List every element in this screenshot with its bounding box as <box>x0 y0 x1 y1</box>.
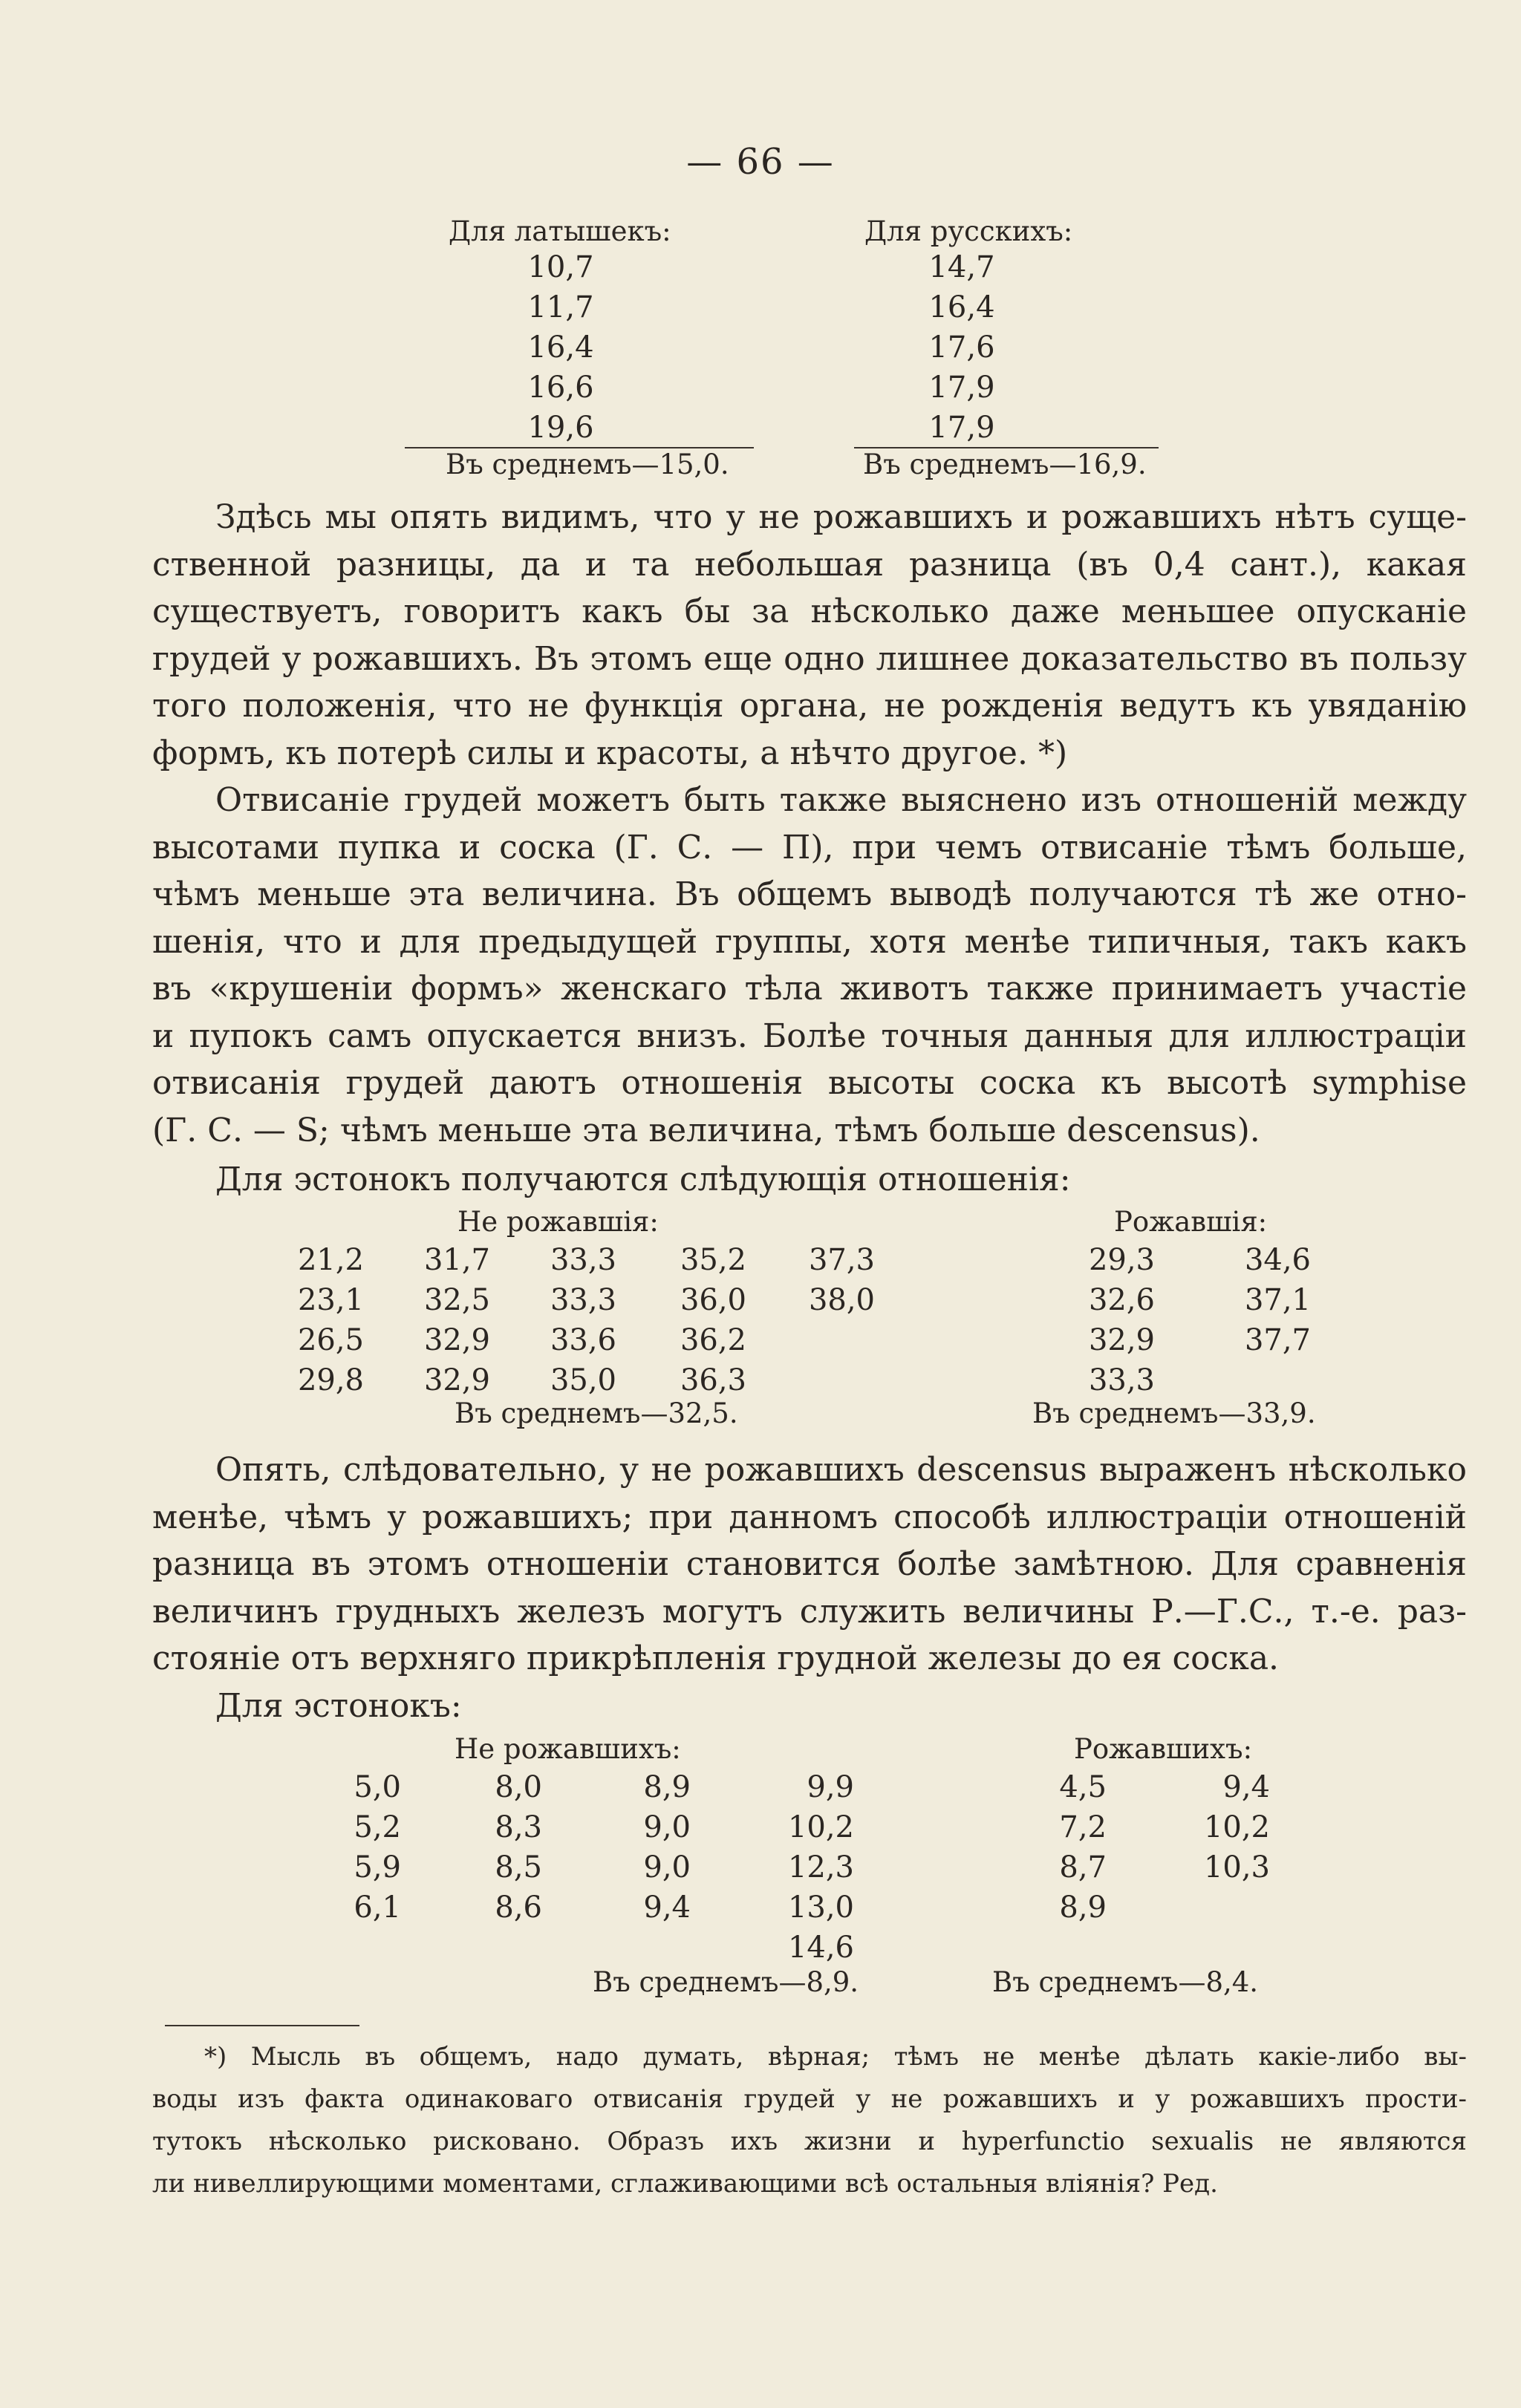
table-3-col-4 <box>769 1767 854 1968</box>
table-1-right-average: Въ среднемъ—16,9. <box>863 448 1147 480</box>
table-cell: 16,6 <box>527 371 594 405</box>
text-line: (Г. С. — S; чѣмъ меньше эта величина, тѣмъ больше descensus). <box>152 1111 1260 1149</box>
table-cell: 6,1 <box>354 1890 401 1925</box>
table-cell: 9,0 <box>643 1810 691 1844</box>
table-cell: 33,6 <box>550 1323 616 1357</box>
text-line: формъ, къ потерѣ силы и красоты, а нѣчто другое. *) <box>152 734 1068 772</box>
table-cell: 32,5 <box>423 1283 490 1317</box>
table-cell: 8,9 <box>1059 1890 1107 1925</box>
table-2-col-5 <box>793 1240 875 1320</box>
table-3-col-3 <box>609 1767 691 1928</box>
table-cell: 23,1 <box>297 1283 364 1317</box>
paragraph-2 <box>152 777 1467 1154</box>
table-3-right-header: Рожавшихъ: <box>1074 1733 1253 1765</box>
table-3-col-5 <box>1025 1767 1107 1928</box>
table-cell: 13,0 <box>787 1890 854 1925</box>
table-cell: 14,6 <box>787 1931 854 1965</box>
table-cell: 37,1 <box>1244 1283 1311 1317</box>
table-cell: 10,7 <box>527 250 594 284</box>
table-2-left-average: Въ среднемъ—32,5. <box>455 1397 738 1429</box>
table-cell: 10,2 <box>787 1810 854 1844</box>
table-cell: 32,9 <box>1088 1323 1155 1357</box>
table-cell: 5,0 <box>354 1770 401 1804</box>
text-line: въ «крушеніи формъ» женскаго тѣла животъ также принимаетъ участіе <box>152 970 1467 1008</box>
table-cell: 4,5 <box>1059 1770 1107 1804</box>
text-line: разница въ этомъ отношеніи становится болѣе замѣтною. Для сравненія <box>152 1545 1467 1583</box>
table-2-col-2 <box>408 1240 490 1400</box>
table-1-left-header: Для латышекъ: <box>449 215 671 247</box>
table-3-col-1 <box>319 1767 401 1928</box>
table-cell: 10,2 <box>1203 1810 1270 1844</box>
text-line: грудей у рожавшихъ. Въ этомъ еще одно лишнее доказательство въ пользу <box>152 639 1467 678</box>
table-cell: 8,3 <box>495 1810 542 1844</box>
table-cell: 8,7 <box>1059 1850 1107 1885</box>
table-cell: 21,2 <box>297 1243 364 1277</box>
table-3-right-average: Въ среднемъ—8,4. <box>992 1966 1259 1998</box>
table-cell: 5,9 <box>354 1850 401 1885</box>
text-line: Опять, слѣдовательно, у не рожавшихъ descensus выраженъ нѣсколько <box>215 1451 1467 1489</box>
text-line: Отвисаніе грудей можетъ быть также выяснено изъ отношеній между <box>215 781 1467 819</box>
table-cell: 8,6 <box>495 1890 542 1925</box>
table-cell: 36,0 <box>680 1283 746 1317</box>
table-2-col-6 <box>1069 1240 1155 1400</box>
table-cell: 17,6 <box>928 330 995 365</box>
text-line: отвисанія грудей даютъ отношенія высоты соска къ высотѣ symphise <box>152 1064 1467 1102</box>
table-cell: 29,3 <box>1088 1243 1155 1277</box>
table-cell: 29,8 <box>297 1363 364 1397</box>
footnote-rule <box>165 2025 359 2026</box>
text-line: ственной разницы, да и та небольшая разница (въ 0,4 сант.), какая <box>152 545 1467 584</box>
table-cell: 16,4 <box>527 330 594 365</box>
table-cell: 37,7 <box>1244 1323 1311 1357</box>
table-2-col-7 <box>1225 1240 1311 1360</box>
table-cell: 37,3 <box>808 1243 875 1277</box>
table-cell: 36,2 <box>680 1323 746 1357</box>
table-2-left-header: Не рожавшія: <box>457 1206 659 1238</box>
table-1-left-average: Въ среднемъ—15,0. <box>446 448 729 480</box>
table-cell: 38,0 <box>808 1283 875 1317</box>
table-cell: 33,3 <box>1088 1363 1155 1397</box>
text-line: высотами пупка и соска (Г. С. — П), при чемъ отвисаніе тѣмъ больше, <box>152 828 1467 867</box>
table-2-col-1 <box>282 1240 364 1400</box>
paragraph-5: Для эстонокъ: <box>215 1687 462 1725</box>
text-line: существуетъ, говоритъ какъ бы за нѣсколько даже меньшее опусканіе <box>152 593 1467 630</box>
table-1-left-values <box>475 247 646 448</box>
table-cell: 33,3 <box>550 1243 616 1277</box>
table-cell: 9,0 <box>643 1850 691 1885</box>
text-line: *) Мысль въ общемъ, надо думать, вѣрная; тѣмъ не менѣе дѣлать какіе-либо вы- <box>204 2042 1467 2072</box>
text-line: стояніе отъ верхняго прикрѣпленія грудной железы до ея соска. <box>152 1639 1280 1677</box>
table-2-col-3 <box>535 1240 616 1400</box>
table-cell: 32,9 <box>423 1323 490 1357</box>
paragraph-4 <box>152 1446 1467 1683</box>
text-line: тутокъ нѣсколько рисковано. Образъ ихъ жизни и hyperfunctio sexualis не являются <box>152 2127 1467 2156</box>
text-line: шенія, что и для предыдущей группы, хотя менѣе типичныя, такъ какъ <box>152 922 1467 961</box>
table-cell: 9,9 <box>807 1770 854 1804</box>
table-cell: 8,5 <box>495 1850 542 1885</box>
table-cell: 17,9 <box>928 411 995 445</box>
table-cell: 5,2 <box>354 1810 401 1844</box>
table-3-left-average: Въ среднемъ—8,9. <box>593 1966 859 1998</box>
table-cell: 32,6 <box>1088 1283 1155 1317</box>
table-cell: 19,6 <box>527 411 594 445</box>
table-2-right-header: Рожавшія: <box>1114 1206 1268 1238</box>
text-line: воды изъ факта одинаковаго отвисанія грудей у не рожавшихъ и у рожавшихъ прости- <box>152 2084 1467 2114</box>
text-line: ли нивеллирующими моментами, сглаживающими всѣ остальныя вліянія? Ред. <box>152 2169 1218 2199</box>
paragraph-1 <box>152 494 1467 777</box>
table-cell: 35,2 <box>680 1243 746 1277</box>
table-1-right-header: Для русскихъ: <box>864 215 1073 247</box>
table-cell: 26,5 <box>297 1323 364 1357</box>
page-number: — 66 — <box>686 141 835 183</box>
table-cell: 9,4 <box>1222 1770 1270 1804</box>
table-cell: 33,3 <box>550 1283 616 1317</box>
table-2-col-4 <box>665 1240 746 1400</box>
table-3-col-6 <box>1185 1767 1270 1887</box>
table-cell: 14,7 <box>928 250 995 284</box>
table-cell: 10,3 <box>1203 1850 1270 1885</box>
table-3-left-header: Не рожавшихъ: <box>455 1733 681 1765</box>
text-line: чѣмъ меньше эта величина. Въ общемъ выводѣ получаются тѣ же отно- <box>152 875 1467 913</box>
text-line: менѣе, чѣмъ у рожавшихъ; при данномъ способѣ иллюстраціи отношеній <box>152 1498 1467 1536</box>
table-cell: 7,2 <box>1059 1810 1107 1844</box>
table-cell: 36,3 <box>680 1363 746 1397</box>
table-cell: 31,7 <box>423 1243 490 1277</box>
footnote <box>152 2042 1467 2211</box>
text-line: величинъ грудныхъ железъ могутъ служить величины Р.—Г.С., т.-е. раз- <box>152 1592 1467 1631</box>
table-cell: 9,4 <box>643 1890 691 1925</box>
table-2-right-average: Въ среднемъ—33,9. <box>1032 1397 1316 1429</box>
text-line: и пупокъ самъ опускается внизъ. Болѣе точныя данныя для иллюстраціи <box>152 1017 1467 1055</box>
table-cell: 12,3 <box>787 1850 854 1885</box>
table-cell: 8,9 <box>643 1770 691 1804</box>
table-cell: 17,9 <box>928 371 995 405</box>
table-1-right-values <box>876 247 1047 448</box>
table-3-col-2 <box>460 1767 542 1928</box>
table-cell: 32,9 <box>423 1363 490 1397</box>
table-cell: 11,7 <box>527 290 594 324</box>
paragraph-3: Для эстонокъ получаются слѣдующія отношенія: <box>215 1161 1071 1198</box>
table-cell: 34,6 <box>1244 1243 1311 1277</box>
table-cell: 16,4 <box>928 290 995 324</box>
text-line: Здѣсь мы опять видимъ, что у не рожавшихъ и рожавшихъ нѣтъ суще- <box>215 498 1467 536</box>
text-line: того положенія, что не функція органа, не рожденія ведутъ къ увяданію <box>152 687 1467 725</box>
table-cell: 35,0 <box>550 1363 616 1397</box>
table-cell: 8,0 <box>495 1770 542 1804</box>
